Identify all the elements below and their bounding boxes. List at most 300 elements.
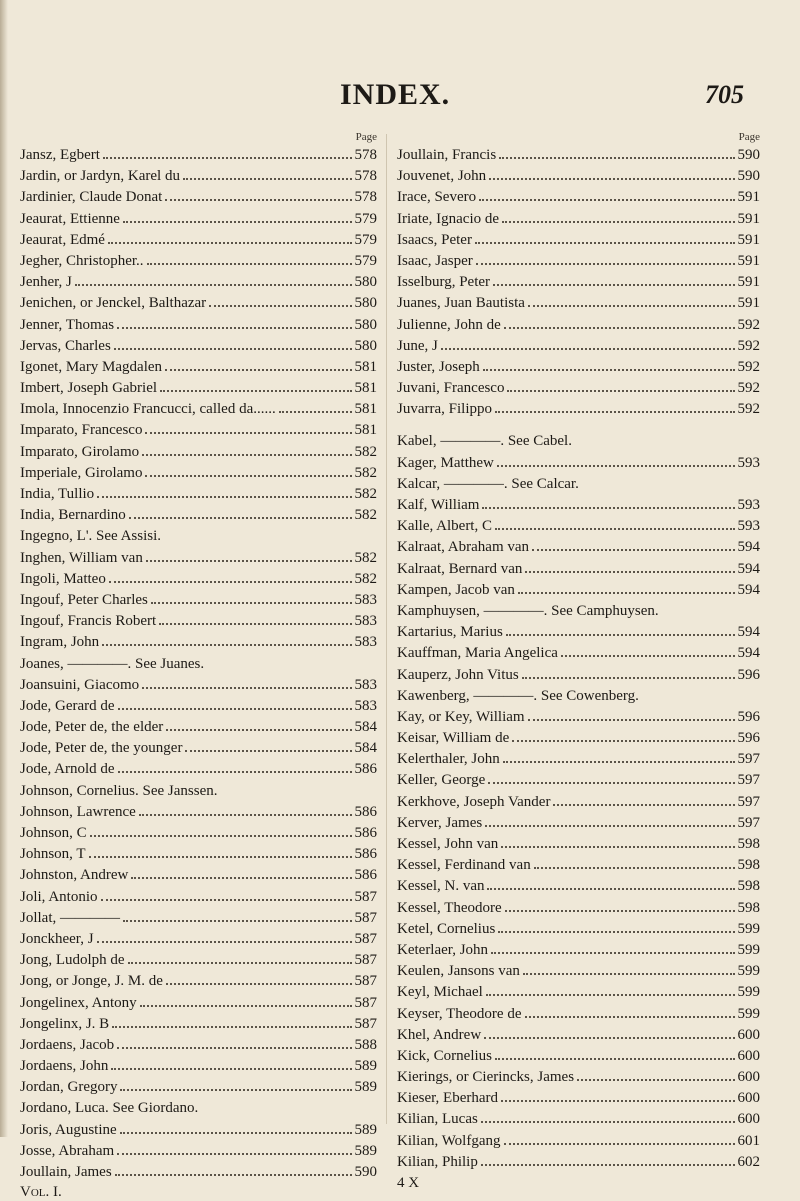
column-divider [386, 134, 387, 1124]
dot-leader [489, 167, 734, 180]
index-entry [20, 548, 377, 569]
index-entry [397, 187, 760, 208]
dot-leader [475, 231, 735, 244]
dot-leader [528, 708, 735, 721]
dot-leader [117, 1036, 351, 1049]
dot-leader [165, 358, 351, 371]
dot-leader [117, 316, 351, 329]
dot-leader [166, 972, 352, 985]
entry-page: 598 [737, 836, 760, 852]
index-entry [397, 1067, 760, 1088]
dot-leader [507, 379, 734, 392]
entry-name: Jordano, Luca. See Giordano. [20, 1100, 199, 1117]
entry-name: Kessel, John van [397, 836, 499, 852]
index-entry [20, 1120, 377, 1141]
index-entry [20, 145, 377, 166]
index-entry [397, 1004, 760, 1025]
entry-name: Imparato, Girolamo [20, 443, 140, 460]
index-entry [20, 526, 377, 547]
dot-leader [577, 1068, 734, 1081]
page-binding-shadow [0, 0, 8, 1137]
entry-name: Juvarra, Filippo [397, 401, 492, 418]
index-entry [20, 420, 377, 441]
dot-leader [145, 464, 351, 477]
index-entry [397, 1025, 760, 1046]
left-page-label: Page [355, 131, 377, 143]
index-entry [20, 781, 377, 802]
index-entry [20, 632, 377, 653]
entry-name: Joli, Antonio [20, 888, 98, 905]
dot-leader [102, 633, 351, 646]
entry-name: Jode, Gerard de [20, 697, 115, 714]
entry-page: 600 [737, 1047, 760, 1064]
dot-leader [97, 930, 352, 943]
index-entry [20, 654, 377, 675]
entry-page: 597 [737, 772, 760, 789]
entry-name: Jordaens, Jacob [20, 1036, 115, 1053]
entry-name: Imola, Innocenzio Francucci, called da...... [20, 401, 276, 418]
dot-leader [120, 1078, 351, 1091]
entry-page: 589 [354, 1142, 377, 1159]
dot-leader [120, 1121, 352, 1134]
dot-leader [97, 485, 351, 498]
entry-name: Kieser, Eberhard [397, 1090, 499, 1107]
entry-page: 596 [737, 730, 760, 747]
index-entry [397, 813, 760, 834]
index-entry [397, 145, 760, 166]
dot-leader [481, 1110, 735, 1123]
entry-page: 590 [354, 1164, 377, 1180]
dot-leader [112, 1015, 351, 1028]
index-entry [397, 495, 760, 516]
right-page-label: Page [738, 131, 760, 143]
dot-leader [495, 400, 735, 413]
index-entry [397, 251, 760, 272]
entry-name: Kalraat, Abraham van [397, 539, 530, 556]
dot-leader [145, 421, 351, 434]
entry-page: 584 [354, 740, 377, 757]
entry-page: 586 [354, 825, 377, 841]
index-entry [397, 770, 760, 791]
entry-page: 602 [737, 1153, 760, 1170]
entry-name: Johnson, C [20, 825, 87, 841]
index-entry [20, 887, 377, 908]
entry-page: 579 [354, 210, 377, 227]
dot-leader [481, 1153, 735, 1166]
dot-leader [482, 496, 734, 509]
index-entry [397, 876, 760, 897]
index-entry [397, 209, 760, 230]
page-title: INDEX. [340, 78, 451, 111]
dot-leader [142, 443, 351, 456]
entry-page: 587 [354, 909, 377, 926]
index-entry [20, 971, 377, 992]
entry-name: Imperiale, Girolamo [20, 464, 143, 481]
entry-page: 592 [737, 337, 760, 354]
entry-name: Kauffman, Maria Angelica [397, 645, 558, 662]
dot-leader [139, 803, 352, 816]
entry-page: 596 [737, 666, 760, 683]
entry-name: Keisar, William de [397, 730, 510, 747]
dot-leader [495, 517, 735, 530]
index-entry [397, 1131, 760, 1152]
dot-leader [128, 951, 352, 964]
entry-name: Kessel, Ferdinand van [397, 857, 531, 874]
index-entry [20, 209, 377, 230]
dot-leader [90, 824, 352, 837]
entry-name: Kalcar, ————. See Calcar. [397, 475, 579, 492]
index-entry [397, 1046, 760, 1067]
index-entry [20, 569, 377, 590]
dot-leader [123, 909, 352, 922]
index-entry [20, 1077, 377, 1098]
entry-page: 599 [737, 941, 760, 958]
entry-page: 580 [354, 316, 377, 333]
entry-page: 581 [354, 380, 377, 397]
entry-page: 592 [737, 316, 760, 333]
entry-page: 581 [354, 358, 377, 375]
entry-name: Kauperz, John Vitus [397, 666, 519, 683]
entry-page: 600 [737, 1026, 760, 1043]
dot-leader [525, 560, 734, 573]
index-entry [20, 1035, 377, 1056]
entry-name: Johnson, Lawrence [20, 803, 136, 820]
entry-name: Juanes, Juan Bautista [397, 295, 525, 312]
dot-leader [140, 994, 352, 1007]
entry-name: Kerver, James [397, 814, 483, 831]
index-entry [20, 844, 377, 865]
index-entry [397, 1152, 760, 1173]
dot-leader [506, 623, 735, 636]
entry-name: Jongelinex, Antony [20, 994, 137, 1011]
index-entry [397, 315, 760, 336]
entry-name: Imparato, Francesco [20, 422, 143, 439]
left-entry-list [20, 145, 377, 1183]
entry-name: Jardinier, Claude Donat [20, 189, 163, 206]
entry-page: 591 [737, 274, 760, 291]
entry-page: 581 [354, 422, 377, 439]
dot-leader [123, 210, 352, 223]
page-number: 705 [705, 80, 744, 109]
entry-page: 586 [354, 846, 377, 863]
index-entry [397, 961, 760, 982]
index-entry [20, 1014, 377, 1035]
entry-name: Joris, Augustine [20, 1121, 117, 1138]
entry-page: 589 [354, 1121, 377, 1138]
left-column [20, 130, 377, 1201]
index-entry [397, 855, 760, 876]
dot-leader [504, 1132, 735, 1145]
right-entry-list [397, 145, 760, 1173]
entry-page: 601 [737, 1132, 760, 1149]
entry-page: 583 [354, 613, 377, 630]
entry-page: 598 [737, 878, 760, 895]
page-header [0, 78, 800, 118]
entry-page: 587 [354, 888, 377, 905]
entry-name: Jong, Ludolph de [20, 952, 125, 969]
dot-leader [534, 856, 735, 869]
index-entry [20, 717, 377, 738]
index-entry [397, 834, 760, 855]
index-entry [20, 315, 377, 336]
index-entry [20, 399, 377, 420]
entry-page: 581 [354, 401, 377, 418]
dot-leader [476, 252, 735, 265]
index-entry [20, 590, 377, 611]
dot-leader [493, 273, 734, 286]
signature-mark: 4 X [397, 1175, 420, 1191]
entry-page: 579 [354, 252, 377, 269]
dot-leader [279, 400, 352, 413]
entry-name: Jongelinx, J. B [20, 1015, 110, 1032]
dot-leader [89, 845, 352, 858]
index-entry [20, 802, 377, 823]
dot-leader [142, 676, 351, 689]
index-entry [397, 1109, 760, 1130]
entry-page: 583 [354, 676, 377, 693]
entry-name: Juvani, Francesco [397, 380, 505, 397]
index-entry [397, 166, 760, 187]
entry-name: Jenner, Thomas [20, 316, 115, 333]
dot-leader [165, 188, 351, 201]
index-entry [20, 865, 377, 886]
dot-leader [109, 570, 352, 583]
entry-name: Kelerthaler, John [397, 751, 500, 768]
dot-leader [525, 1005, 735, 1018]
index-entry [397, 707, 760, 728]
entry-page: 591 [737, 295, 760, 312]
index-entry [20, 336, 377, 357]
entry-page: 578 [354, 147, 377, 163]
entry-name: Igonet, Mary Magdalen [20, 358, 163, 375]
index-entry [20, 1098, 377, 1119]
dot-leader [488, 771, 734, 784]
entry-name: Kierings, or Cierincks, James [397, 1069, 575, 1086]
entry-page: 582 [354, 507, 377, 524]
entry-page: 588 [354, 1036, 377, 1053]
entry-name: June, J [397, 337, 438, 354]
entry-name: Inghen, William van [20, 549, 143, 566]
entry-name: Ingoli, Matteo [20, 570, 106, 587]
index-entry [397, 919, 760, 940]
entry-page: 589 [354, 1079, 377, 1096]
index-entry [397, 1088, 760, 1109]
entry-name: Jode, Arnold de [20, 761, 115, 778]
index-entry [397, 293, 760, 314]
index-entry [20, 993, 377, 1014]
entry-name: Joullain, James [20, 1164, 112, 1180]
entry-name: Isselburg, Peter [397, 274, 491, 291]
index-entry [397, 601, 760, 622]
entry-page: 600 [737, 1069, 760, 1086]
dot-leader [111, 1057, 351, 1070]
entry-name: Josse, Abraham [20, 1142, 115, 1159]
entry-name: Jeaurat, Edmé [20, 231, 105, 248]
index-entry [20, 442, 377, 463]
dot-leader [159, 612, 351, 625]
entry-page: 594 [737, 560, 760, 577]
index-entry [397, 559, 760, 580]
index-entry [20, 696, 377, 717]
dot-leader [512, 729, 734, 742]
dot-leader [118, 697, 352, 710]
index-entry [397, 728, 760, 749]
entry-page: 590 [737, 168, 760, 185]
entry-name: Johnston, Andrew [20, 867, 129, 884]
entry-name: India, Bernardino [20, 507, 126, 524]
entry-page: 582 [354, 486, 377, 502]
entry-page: 582 [354, 464, 377, 481]
dot-leader [146, 549, 352, 562]
dot-leader [479, 188, 734, 201]
entry-page: 579 [354, 231, 377, 248]
dot-leader [495, 1047, 735, 1060]
entry-page: 580 [354, 337, 377, 354]
entry-page: 580 [354, 295, 377, 312]
entry-name: Keterlaer, John [397, 941, 489, 958]
index-entry [397, 665, 760, 686]
entry-page: 593 [737, 518, 760, 535]
index-entry [20, 230, 377, 251]
entry-name: Ketel, Cornelius [397, 920, 496, 937]
index-entry [397, 686, 760, 707]
entry-name: Jonckheer, J [20, 930, 94, 947]
entry-name: Johnson, Cornelius. See Janssen. [20, 782, 218, 799]
entry-name: Ingouf, Francis Robert [20, 613, 157, 630]
dot-leader [147, 252, 352, 265]
entry-name: Kalf, William [397, 497, 480, 513]
dot-leader [131, 866, 351, 879]
entry-page: 592 [737, 380, 760, 397]
entry-page: 587 [354, 1015, 377, 1032]
entry-name: Kessel, N. van [397, 878, 485, 895]
entry-name: Jode, Peter de, the younger [20, 740, 183, 757]
dot-leader [553, 793, 734, 806]
entry-page: 584 [354, 719, 377, 736]
index-entry [397, 792, 760, 813]
entry-name: Kampen, Jacob van [397, 581, 515, 598]
entry-name: Kilian, Philip [397, 1153, 478, 1170]
entry-page: 587 [354, 930, 377, 947]
entry-name: Jode, Peter de, the elder [20, 719, 164, 736]
dot-leader [487, 877, 734, 890]
dot-leader [166, 718, 351, 731]
index-entry [20, 611, 377, 632]
index-entry [20, 929, 377, 950]
entry-name: Kartarius, Marius [397, 624, 503, 641]
entry-name: Kick, Cornelius [397, 1047, 492, 1064]
index-entry [397, 453, 760, 474]
dot-leader [185, 739, 351, 752]
dot-leader [522, 666, 735, 679]
entry-page: 586 [354, 803, 377, 820]
index-entry [397, 982, 760, 1003]
entry-name: Jeaurat, Ettienne [20, 210, 120, 227]
dot-leader [497, 454, 735, 467]
entry-name: Jenher, J [20, 274, 72, 291]
entry-name: Kamphuysen, ————. See Camphuysen. [397, 602, 659, 619]
dot-leader [502, 210, 734, 223]
dot-leader [486, 983, 735, 996]
entry-name: Isaac, Jasper [397, 252, 473, 269]
dot-leader [532, 538, 734, 551]
dot-leader [151, 591, 352, 604]
entry-page: 578 [354, 168, 377, 185]
entry-page: 599 [737, 963, 760, 980]
entry-name: Julienne, John de [397, 316, 501, 333]
entry-name: Jollat, ———— [20, 909, 120, 926]
entry-page: 593 [737, 497, 760, 513]
index-entry [397, 357, 760, 378]
entry-page: 583 [354, 634, 377, 651]
entry-page: 597 [737, 751, 760, 768]
entry-page: 600 [737, 1111, 760, 1128]
index-entry [20, 378, 377, 399]
index-entry [397, 336, 760, 357]
entry-page: 594 [737, 581, 760, 598]
entry-name: Kilian, Lucas [397, 1111, 478, 1128]
index-entry [20, 823, 377, 844]
dot-leader [441, 337, 735, 350]
entry-name: Jouvenet, John [397, 168, 487, 185]
entry-page: 591 [737, 231, 760, 248]
dot-leader [115, 1163, 352, 1176]
index-entry [397, 749, 760, 770]
entry-page: 598 [737, 857, 760, 874]
entry-page: 592 [737, 358, 760, 375]
entry-name: India, Tullio [20, 486, 95, 502]
entry-name: Keyl, Michael [397, 984, 483, 1001]
index-entry [397, 537, 760, 558]
entry-name: Irace, Severo [397, 189, 477, 206]
entry-name: Khel, Andrew [397, 1026, 482, 1043]
entry-page: 587 [354, 952, 377, 969]
entry-page: 586 [354, 761, 377, 778]
dot-leader [183, 167, 352, 180]
index-entry [20, 187, 377, 208]
entry-name: Joansuini, Giacomo [20, 676, 140, 693]
entry-page: 591 [737, 189, 760, 206]
dot-leader [118, 760, 352, 773]
entry-page: 594 [737, 539, 760, 556]
entry-page: 592 [737, 401, 760, 418]
dot-leader [129, 506, 352, 519]
dot-leader [484, 1026, 734, 1039]
dot-leader [505, 899, 735, 912]
dot-leader [518, 581, 735, 594]
index-entry [20, 272, 377, 293]
entry-name: Ingouf, Peter Charles [20, 591, 148, 608]
dot-leader [485, 814, 734, 827]
dot-leader [108, 231, 352, 244]
index-entry [20, 1056, 377, 1077]
entry-page: 591 [737, 210, 760, 227]
index-entry [20, 759, 377, 780]
entry-page: 582 [354, 549, 377, 566]
index-entry [20, 908, 377, 929]
entry-page: 597 [737, 793, 760, 810]
dot-leader [561, 644, 735, 657]
entry-page: 600 [737, 1090, 760, 1107]
index-entry [397, 399, 760, 420]
index-entry [20, 357, 377, 378]
index-entry [20, 950, 377, 971]
index-entry [397, 516, 760, 537]
index-entry [20, 505, 377, 526]
entry-name: Kessel, Theodore [397, 899, 502, 916]
entry-page: 587 [354, 973, 377, 990]
entry-name: Joanes, ————. See Juanes. [20, 655, 205, 672]
